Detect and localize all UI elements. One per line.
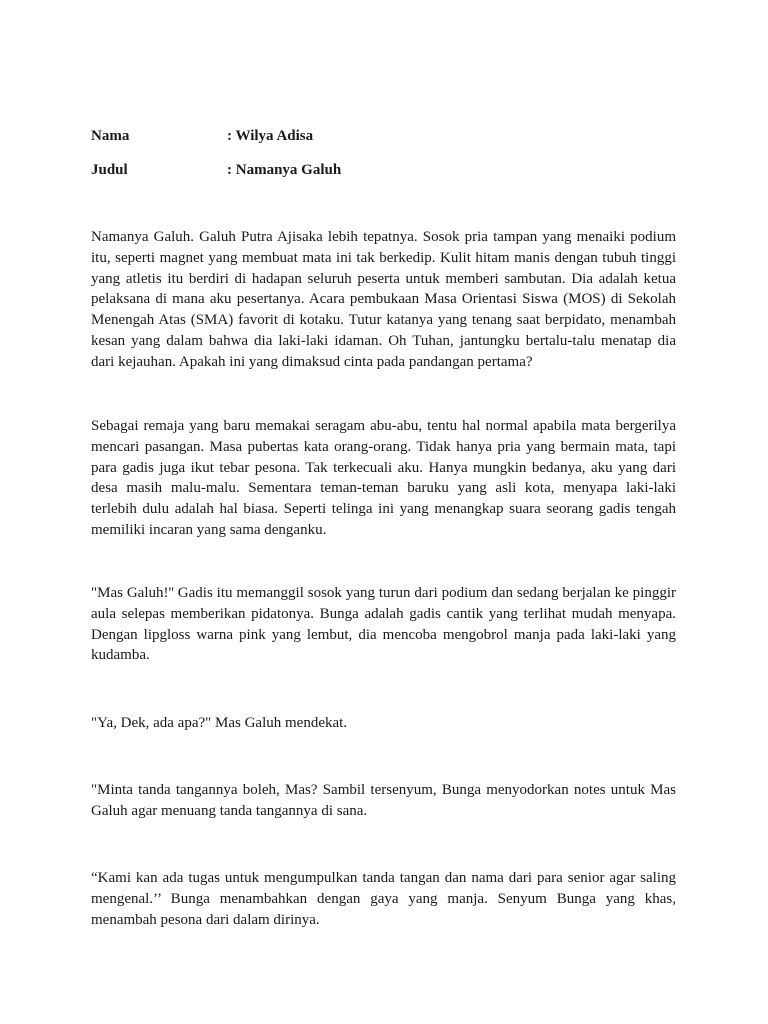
author-label: Nama [91, 128, 130, 144]
paragraph-2: Sebagai remaja yang baru memakai seragam abu-abu, tentu hal normal apabila mata bergerilya mencari pasangan. Masa pubertas kata orang-orang. Tidak hanya pria yang bermain mata, tapi para gadis juga ikut tebar pesona. Tak terkecuali aku. Hanya mungkin bedanya, aku yang dari desa masih malu-malu. Sementara teman-teman baruku yang asli kota, menyapa laki-laki terlebih dulu adalah hal biasa. Seperti telinga ini yang menangkap suara seorang gadis tengah memiliki incaran yang sama denganku. [91, 418, 676, 538]
paragraph-6: “Kami kan ada tugas untuk mengumpulkan tanda tangan dan nama dari para senior agar saling mengenal.’’ Bunga menambahkan dengan gaya yang manja. Senyum Bunga yang khas, menambah pesona dari dalam dirinya. [91, 870, 676, 928]
paragraph-3: "Mas Galuh!'' Gadis itu memanggil sosok yang turun dari podium dan sedang berjalan ke pinggir aula selepas memberikan pidatonya. Bunga adalah gadis cantik yang terlihat mudah menyapa. Dengan lipgloss warna pink yang lembut, dia mencoba mengobrol manja pada laki-laki yang kudamba. [91, 585, 676, 664]
title-value: : Namanya Galuh [227, 162, 342, 178]
paragraph-1: Namanya Galuh. Galuh Putra Ajisaka lebih tepatnya. Sosok pria tampan yang menaiki podium itu, seperti magnet yang membuat mata ini tak berkedip. Kulit hitam manis dengan tubuh tinggi yang atletis itu berdiri di hadapan seluruh peserta untuk memberi sambutan. Dia adalah ketua pelaksana di mana aku pesertanya. Acara pembukaan Masa Orientasi Siswa (MOS) di Sekolah Menengah Atas (SMA) favorit di kotaku. Tutur katanya yang tenang saat berpidato, menambah kesan yang dalam bahwa dia laki-laki idaman. Oh Tuhan, jantungku bertalu-talu menatap dia dari kejauhan. Apakah ini yang dimaksud cinta pada pandangan pertama? [91, 229, 676, 370]
paragraph-4: "Ya, Dek, ada apa?" Mas Galuh mendekat. [91, 715, 348, 731]
title-label: Judul [91, 162, 128, 178]
paragraph-5: "Minta tanda tangannya boleh, Mas? Sambil tersenyum, Bunga menyodorkan notes untuk Mas Galuh agar menuang tanda tangannya di sana. [91, 782, 676, 819]
author-value: : Wilya Adisa [227, 128, 314, 144]
